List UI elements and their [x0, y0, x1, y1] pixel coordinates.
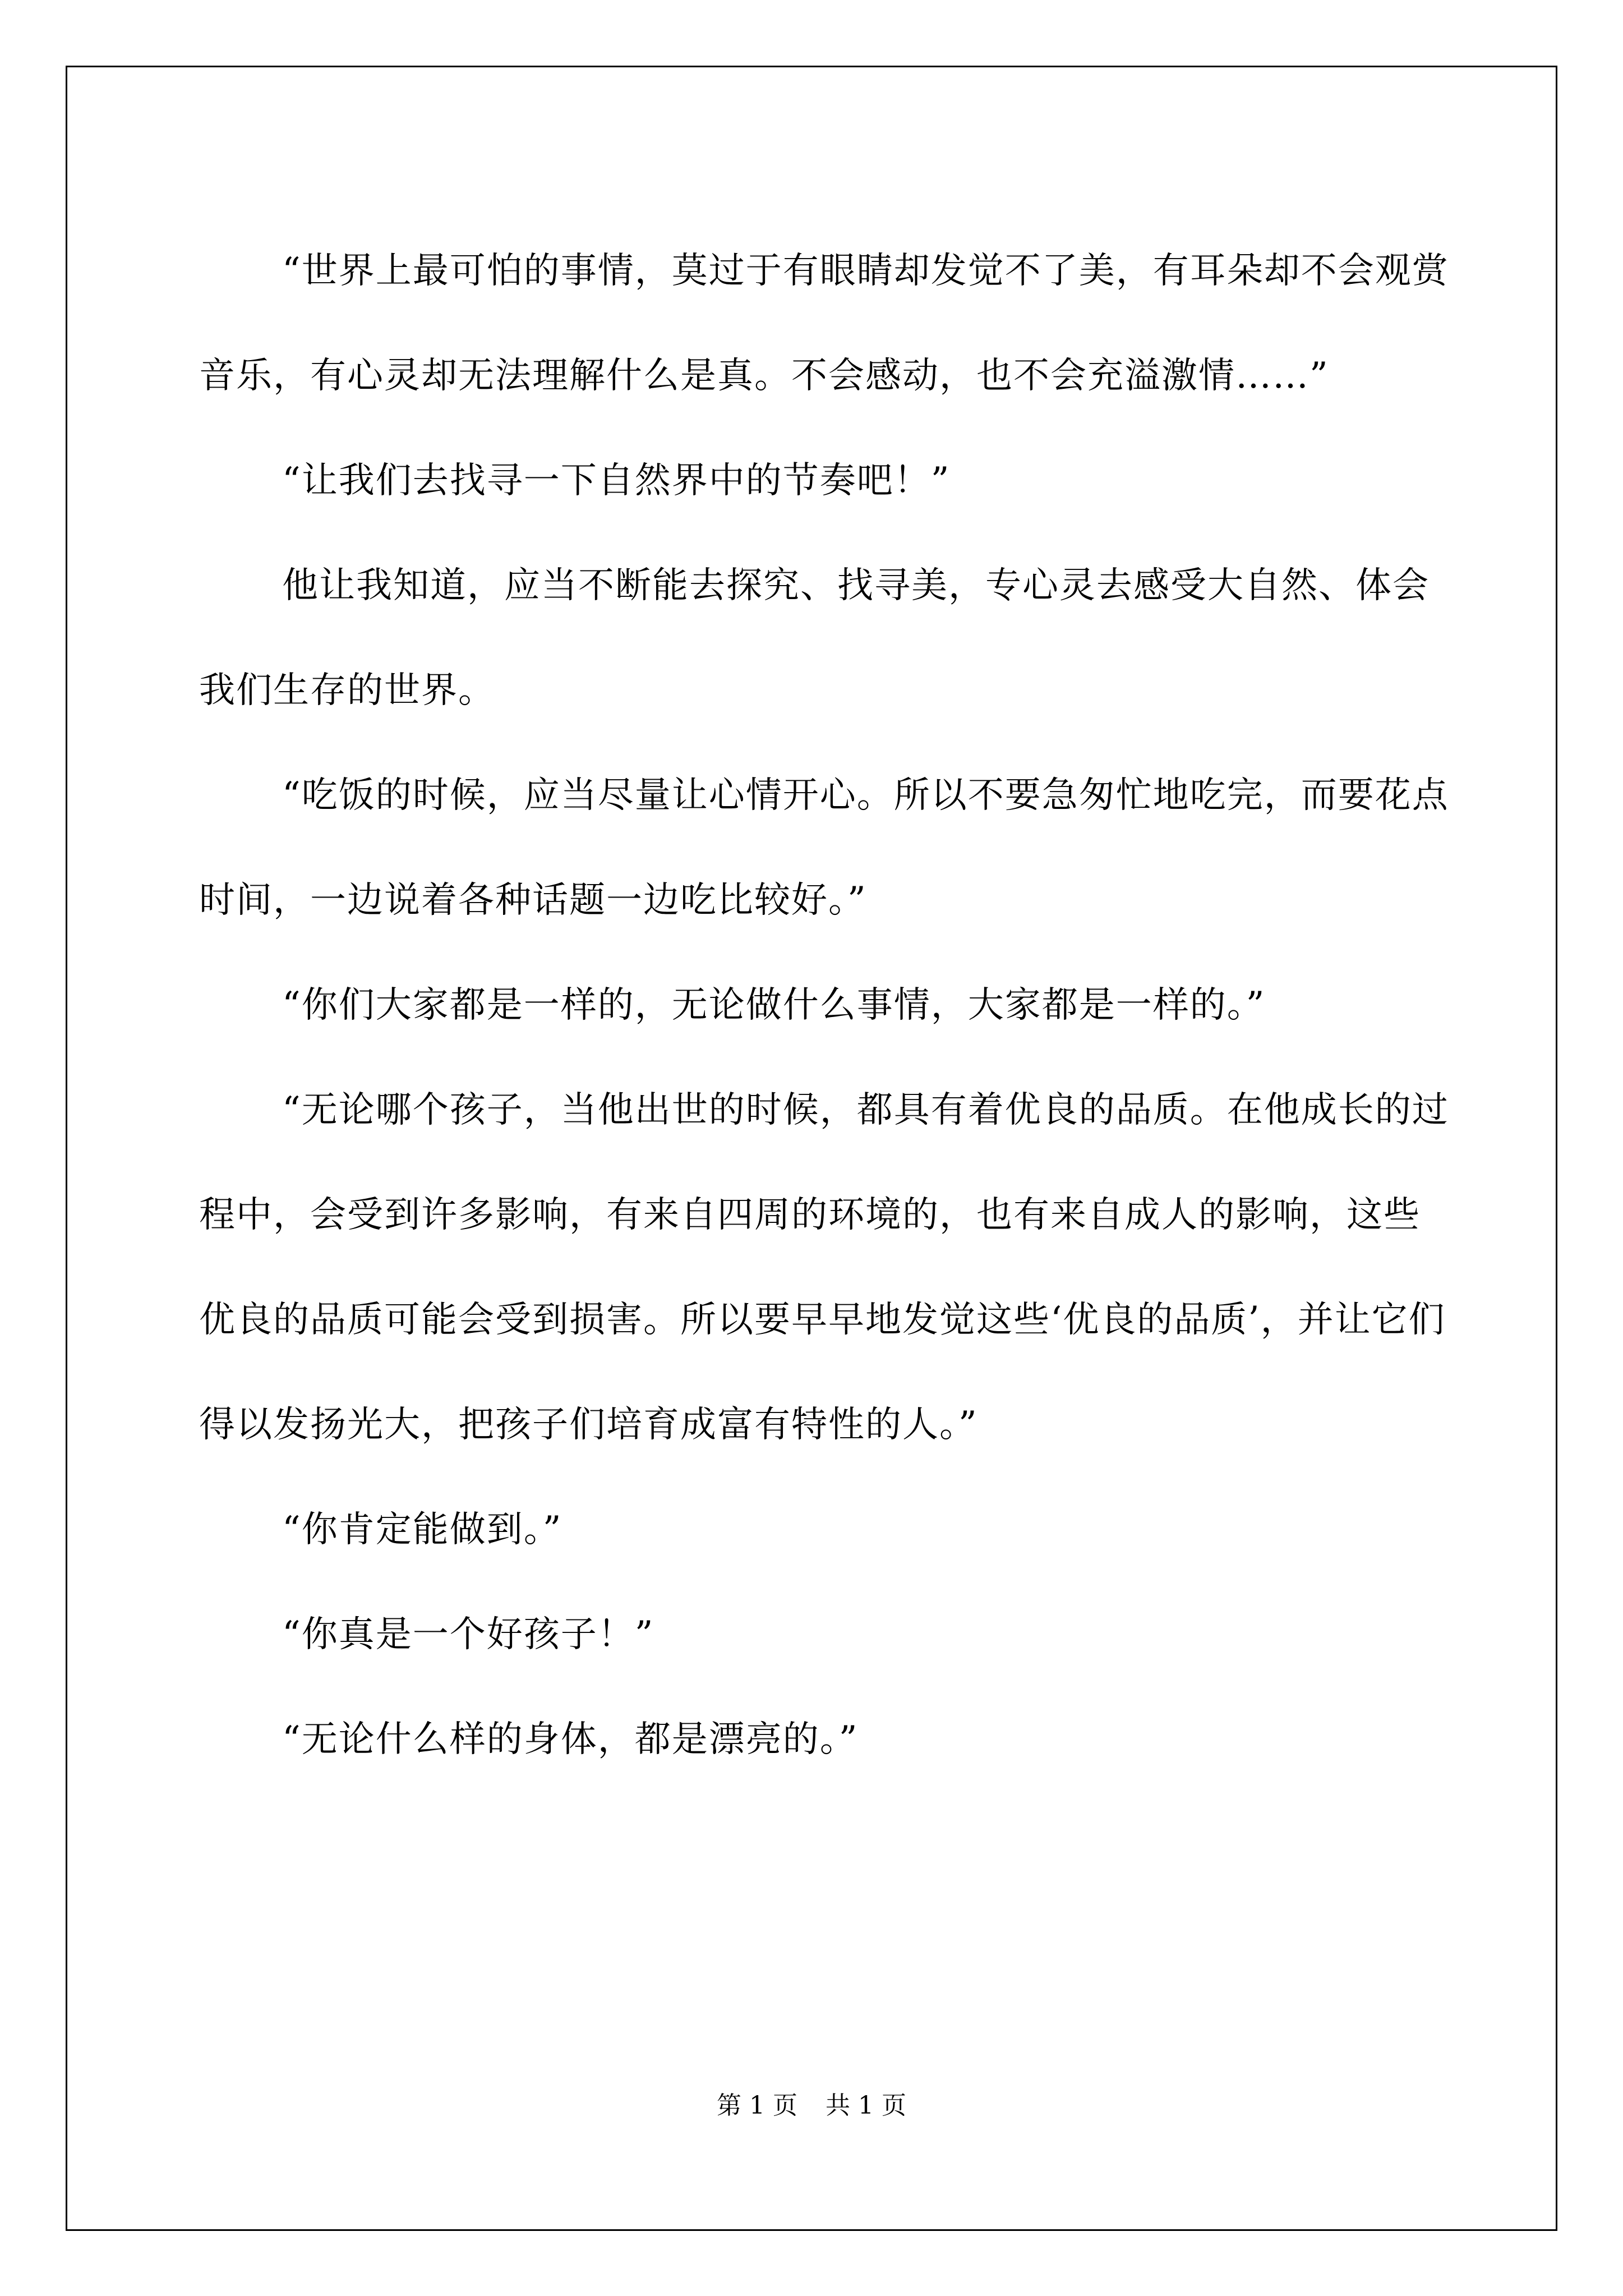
- page-footer: [0, 2089, 1623, 2123]
- page-number: 第 1 页: [717, 2091, 797, 2120]
- paragraph: “无论哪个孩子，当他出世的时候，都具有着优良的品质。在他成长的过程中，会受到许多影响，有来自四周的环境的，也有来自成人的影响，这些优良的品质可能会受到损害。所以要早早地发觉这些‘优良的品质’，并让它们得以发扬光大，把孩子们培育成富有特性的人。”: [199, 1089, 1449, 1446]
- paragraph: “你真是一个好孩子！”: [282, 1614, 654, 1655]
- paragraph: 他让我知道，应当不断能去探究、找寻美，专心灵去感受大自然、体会我们生存的世界。: [199, 565, 1430, 711]
- paragraph: “让我们去找寻一下自然界中的节奏吧！”: [282, 460, 951, 501]
- document-body: [199, 219, 1455, 1792]
- paragraph: “无论什么样的身体，都是漂亮的。”: [282, 1719, 859, 1760]
- paragraph: “你肯定能做到。”: [282, 1509, 562, 1550]
- paragraph: “吃饭的时候，应当尽量让心情开心。所以不要急匆忙地吃完，而要花点时间，一边说着各种话题一边吃比较好。”: [199, 775, 1449, 921]
- paragraph: “你们大家都是一样的，无论做什么事情，大家都是一样的。”: [282, 984, 1266, 1026]
- page-total: 共 1 页: [826, 2091, 906, 2120]
- paragraph: “世界上最可怕的事情，莫过于有眼睛却发觉不了美，有耳朵却不会观赏音乐，有心灵却无法理解什么是真。不会感动，也不会充溢激情……”: [199, 250, 1449, 397]
